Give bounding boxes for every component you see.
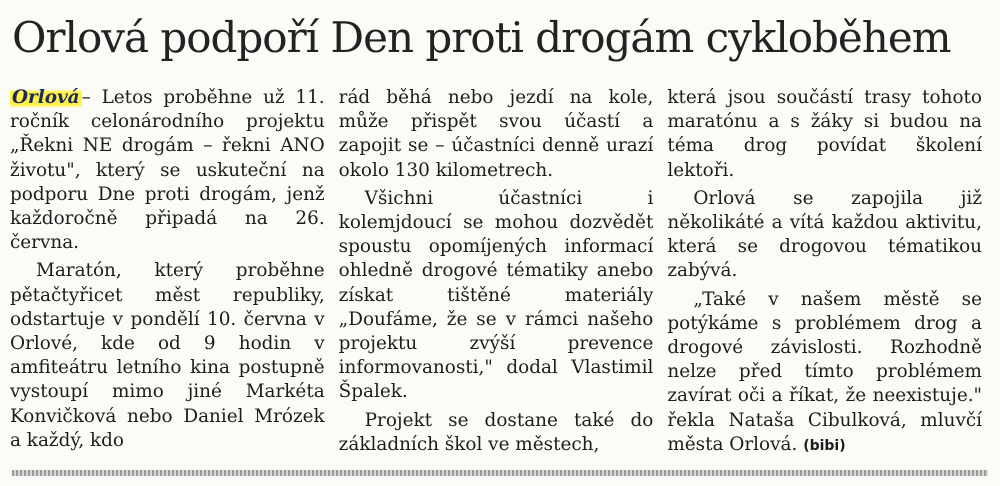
- paragraph-text: – Letos proběhne už 11. ročník celonárodního projektu „Řekni NE drogám – řekni ANO životu", který se uskuteční na podporu Dne proti drogám, jenž každoročně připadá na 26. června.: [10, 87, 325, 254]
- article-paragraph: která jsou součástí trasy tohoto maratónu a s žáky si budou na téma drog povídat školení lektoři.: [667, 87, 983, 181]
- dateline-place: Orlová: [12, 87, 80, 108]
- article-headline: Orlová podpoří Den proti drogám cykloběhem: [12, 13, 951, 62]
- bottom-divider: [12, 470, 988, 476]
- article-paragraph: rád běhá nebo jezdí na kole, může přispět svou účastí a zapojit se – účastníci denně urazí okolo 130 kilometrech.: [338, 87, 654, 181]
- article-body: [10, 86, 982, 456]
- article-paragraph: Všichni účastníci i kolemjdoucí se mohou dozvědět spoustu opomíjených informací ohledně drogové tématiky anebo získat tištěné materiály „Doufáme, že se v rámci našeho projektu zvýší prevence informovanosti," dodal Vlastimil Špalek.: [338, 187, 654, 403]
- article-paragraph: [10, 86, 325, 255]
- article-column-1: [10, 86, 325, 456]
- article-paragraph: Maratón, který proběhne pětačtyřicet měst republiky, odstartuje v pondělí 10. června v Orlové, kde od 9 hodin v amfiteátru letního kina postupně vystoupí mimo jiné Markéta Konvičková nebo Daniel Mrózek a každý, kdo: [10, 260, 325, 451]
- article-paragraph: Orlová se zapojila již několikáté a vítá každou aktivitu, která se drogovou tématikou zabývá.: [667, 187, 983, 282]
- article-paragraph: [667, 288, 982, 456]
- article-column-3: [667, 86, 982, 456]
- paragraph-text: „Také v našem městě se potýkáme s problémem drog a drogové závislosti. Rozhodně nelze před tímto problémem zavírat oči a říkat, že neexistuje." řekla Nataša Cibulková, mluvčí města Orlová.: [667, 288, 983, 455]
- author-signature: (bibi): [803, 437, 846, 454]
- article-paragraph: Projekt se dostane také do základních škol ve městech,: [338, 409, 654, 455]
- article-column-2: [339, 86, 654, 456]
